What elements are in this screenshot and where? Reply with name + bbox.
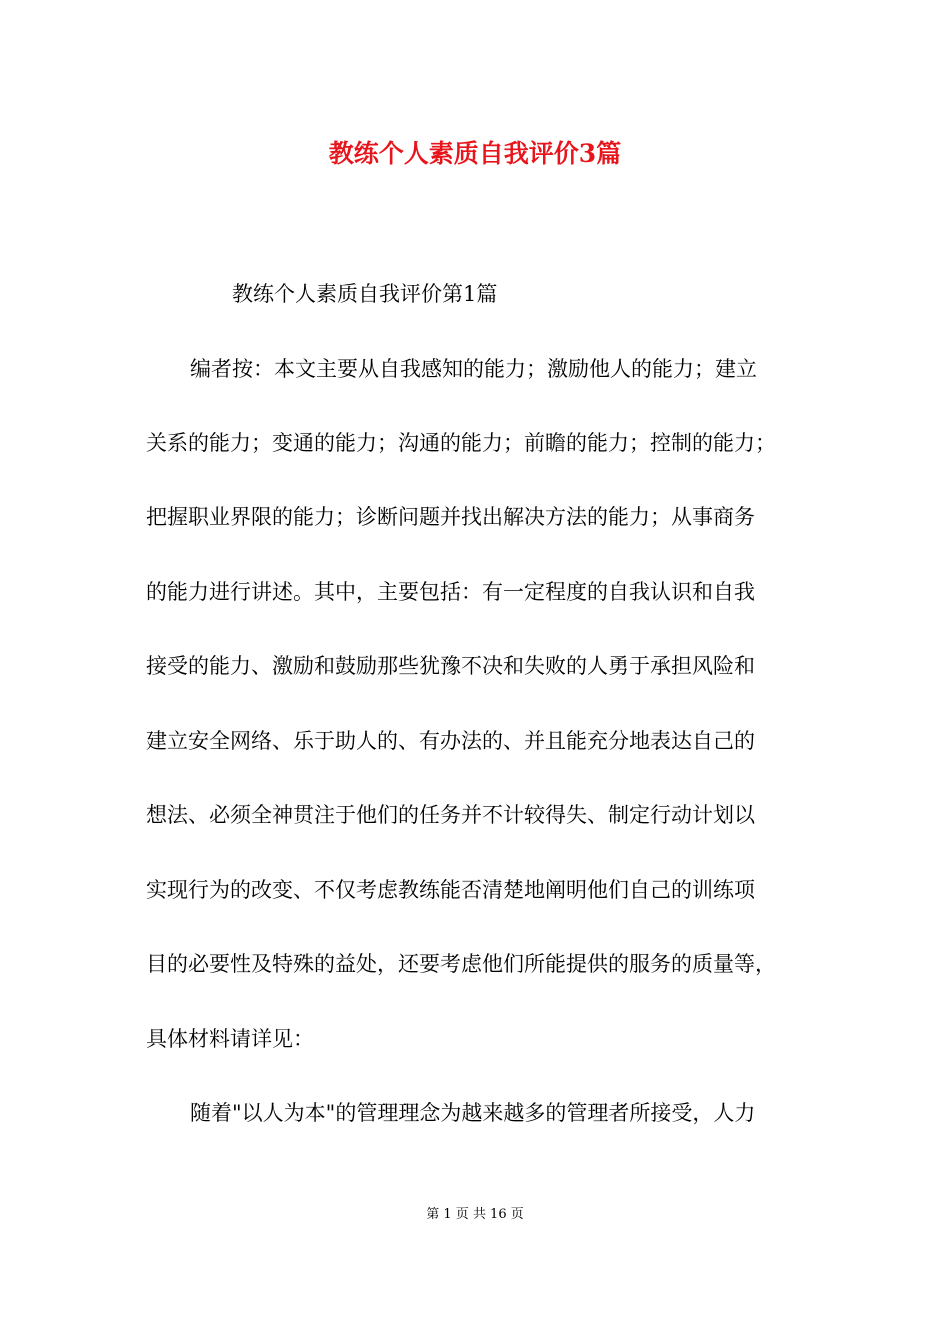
paragraph-line: 编者按：本文主要从自我感知的能力；激励他人的能力；建立 [190,357,757,381]
paragraph-line: 具体材料请详见： [146,1027,314,1051]
paragraph-line: 把握职业界限的能力；诊断问题并找出解决方法的能力；从事商务 [146,505,755,529]
paragraph-line: 实现行为的改变、不仅考虑教练能否清楚地阐明他们自己的训练项 [146,878,755,902]
paragraph-line: 随着"以人为本"的管理理念为越来越多的管理者所接受，人力 [190,1101,756,1125]
paragraph-line: 的能力进行讲述。其中，主要包括：有一定程度的自我认识和自我 [146,580,755,604]
paragraph-line: 关系的能力；变通的能力；沟通的能力；前瞻的能力；控制的能力； [146,431,776,455]
paragraph-line: 建立安全网络、乐于助人的、有办法的、并且能充分地表达自己的 [146,729,755,753]
document-title: 教练个人素质自我评价3篇 [328,139,622,168]
paragraph-line: 目的必要性及特殊的益处，还要考虑他们所能提供的服务的质量等， [146,952,776,976]
paragraph-line: 接受的能力、激励和鼓励那些犹豫不决和失败的人勇于承担风险和 [146,654,755,678]
page-number: 第 1 页 共 16 页 [426,1207,524,1222]
paragraph-line: 想法、必须全神贯注于他们的任务并不计较得失、制定行动计划以 [146,803,755,827]
section-heading: 教练个人素质自我评价第1篇 [232,282,498,306]
